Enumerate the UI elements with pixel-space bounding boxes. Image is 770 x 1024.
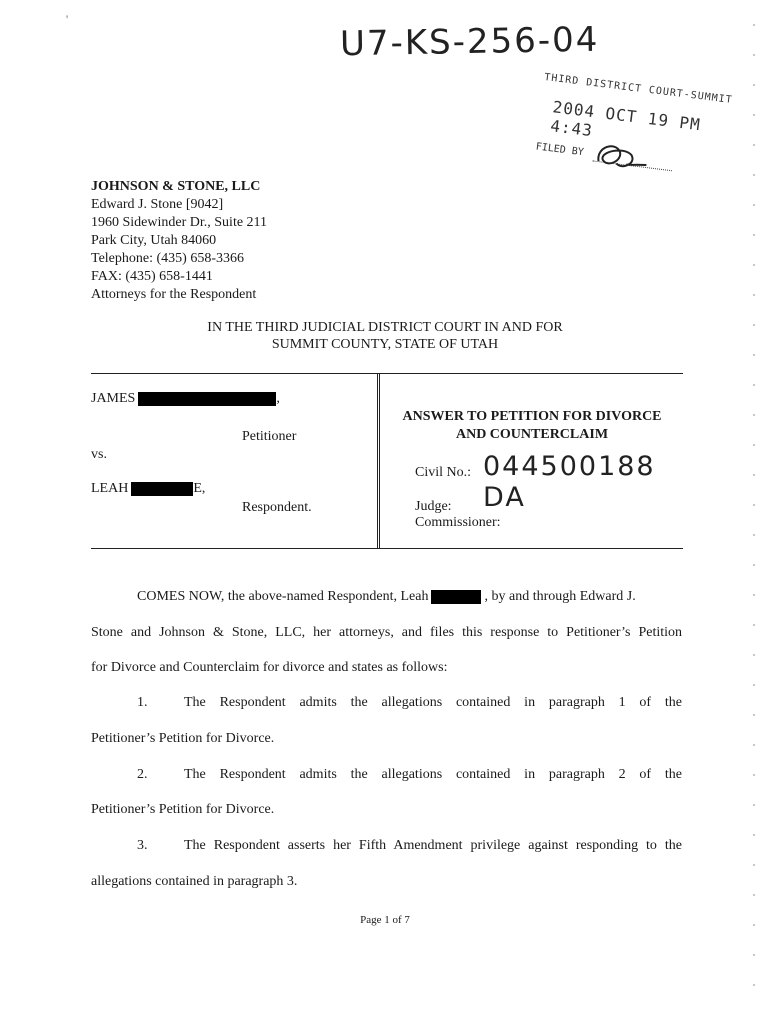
paragraph-3-number: 3.: [137, 838, 148, 853]
intro-paragraph-line-2: Stone and Johnson & Stone, LLC, her attorneys, and files this response to Petitioner’s Petition: [91, 625, 682, 640]
intro-text-b: , by and through Edward J.: [484, 589, 636, 604]
intro-paragraph-line-3: for Divorce and Counterclaim for divorce and states as follows:: [91, 660, 448, 675]
redaction-bar: [431, 590, 481, 604]
paragraph-2-number: 2.: [137, 767, 148, 782]
scan-corner-mark: ': [66, 12, 69, 26]
paragraph-3-line-1: The Respondent asserts her Fifth Amendment privilege against responding to the: [184, 838, 682, 853]
redaction-bar: [138, 392, 276, 406]
firm-address-street: 1960 Sidewinder Dr., Suite 211: [91, 215, 268, 230]
firm-telephone: Telephone: (435) 658-3366: [91, 251, 244, 266]
attorney-role: Attorneys for the Respondent: [91, 287, 257, 302]
case-caption: [91, 373, 683, 549]
attorney-name: Edward J. Stone [9042]: [91, 197, 224, 212]
commissioner-label: Commissioner:: [415, 515, 501, 530]
stamp-filed-by: FILED BY: [535, 141, 585, 159]
petitioner-name-suffix: ,: [276, 391, 280, 406]
document-title: [387, 408, 677, 444]
filing-stamp: [530, 72, 743, 215]
paragraph-1-number: 1.: [137, 695, 148, 710]
paragraph-3-line-2: allegations contained in paragraph 3.: [91, 874, 298, 889]
firm-address-city: Park City, Utah 84060: [91, 233, 217, 248]
page-number: Page 1 of 7: [360, 914, 410, 926]
respondent-role: Respondent.: [242, 500, 312, 515]
firm-name: JOHNSON & STONE, LLC: [91, 179, 261, 194]
respondent-name-suffix: E,: [193, 481, 206, 496]
versus-label: vs.: [91, 447, 107, 462]
paragraph-1-line-1: The Respondent admits the allegations contained in paragraph 1 of the: [184, 695, 682, 710]
civil-number-label: Civil No.:: [415, 465, 472, 480]
court-heading-line-1: IN THE THIRD JUDICIAL DISTRICT COURT IN AND FOR: [207, 320, 563, 335]
respondent-name: [91, 481, 205, 497]
petitioner-role: Petitioner: [242, 429, 297, 444]
caption-top-rule: [91, 373, 683, 374]
intro-paragraph-line-1: [137, 588, 636, 606]
judge-label: Judge:: [415, 499, 452, 514]
clerk-signature-icon: [591, 137, 655, 178]
intro-text-a: COMES NOW, the above-named Respondent, Leah: [137, 589, 429, 604]
document-title-line-1: ANSWER TO PETITION FOR DIVORCE: [402, 409, 662, 424]
document-title-line-2: AND COUNTERCLAIM: [455, 427, 609, 442]
handwritten-case-number: U7-KS-256-04: [339, 19, 600, 65]
civil-number-value: 044500188 DA: [483, 451, 656, 513]
petitioner-first-name: JAMES: [91, 391, 136, 406]
court-heading: [0, 319, 770, 353]
respondent-first-name: LEAH: [91, 481, 129, 496]
paragraph-1-line-2: Petitioner’s Petition for Divorce.: [91, 731, 275, 746]
attorney-block: [91, 178, 267, 304]
stamp-court-name: THIRD DISTRICT COURT-SUMMIT: [543, 72, 734, 107]
petitioner-name: [91, 391, 280, 407]
caption-divider: [377, 373, 380, 549]
paragraph-2-line-2: Petitioner’s Petition for Divorce.: [91, 802, 275, 817]
caption-bottom-rule: [91, 548, 683, 549]
redaction-bar: [131, 482, 193, 496]
firm-fax: FAX: (435) 658-1441: [91, 269, 213, 284]
paragraph-2-line-1: The Respondent admits the allegations contained in paragraph 2 of the: [184, 767, 682, 782]
scan-margin-artifact: [752, 10, 756, 1010]
court-heading-line-2: SUMMIT COUNTY, STATE OF UTAH: [271, 337, 499, 352]
stamp-date: 2004 OCT 19 PM 4:43: [549, 97, 702, 141]
